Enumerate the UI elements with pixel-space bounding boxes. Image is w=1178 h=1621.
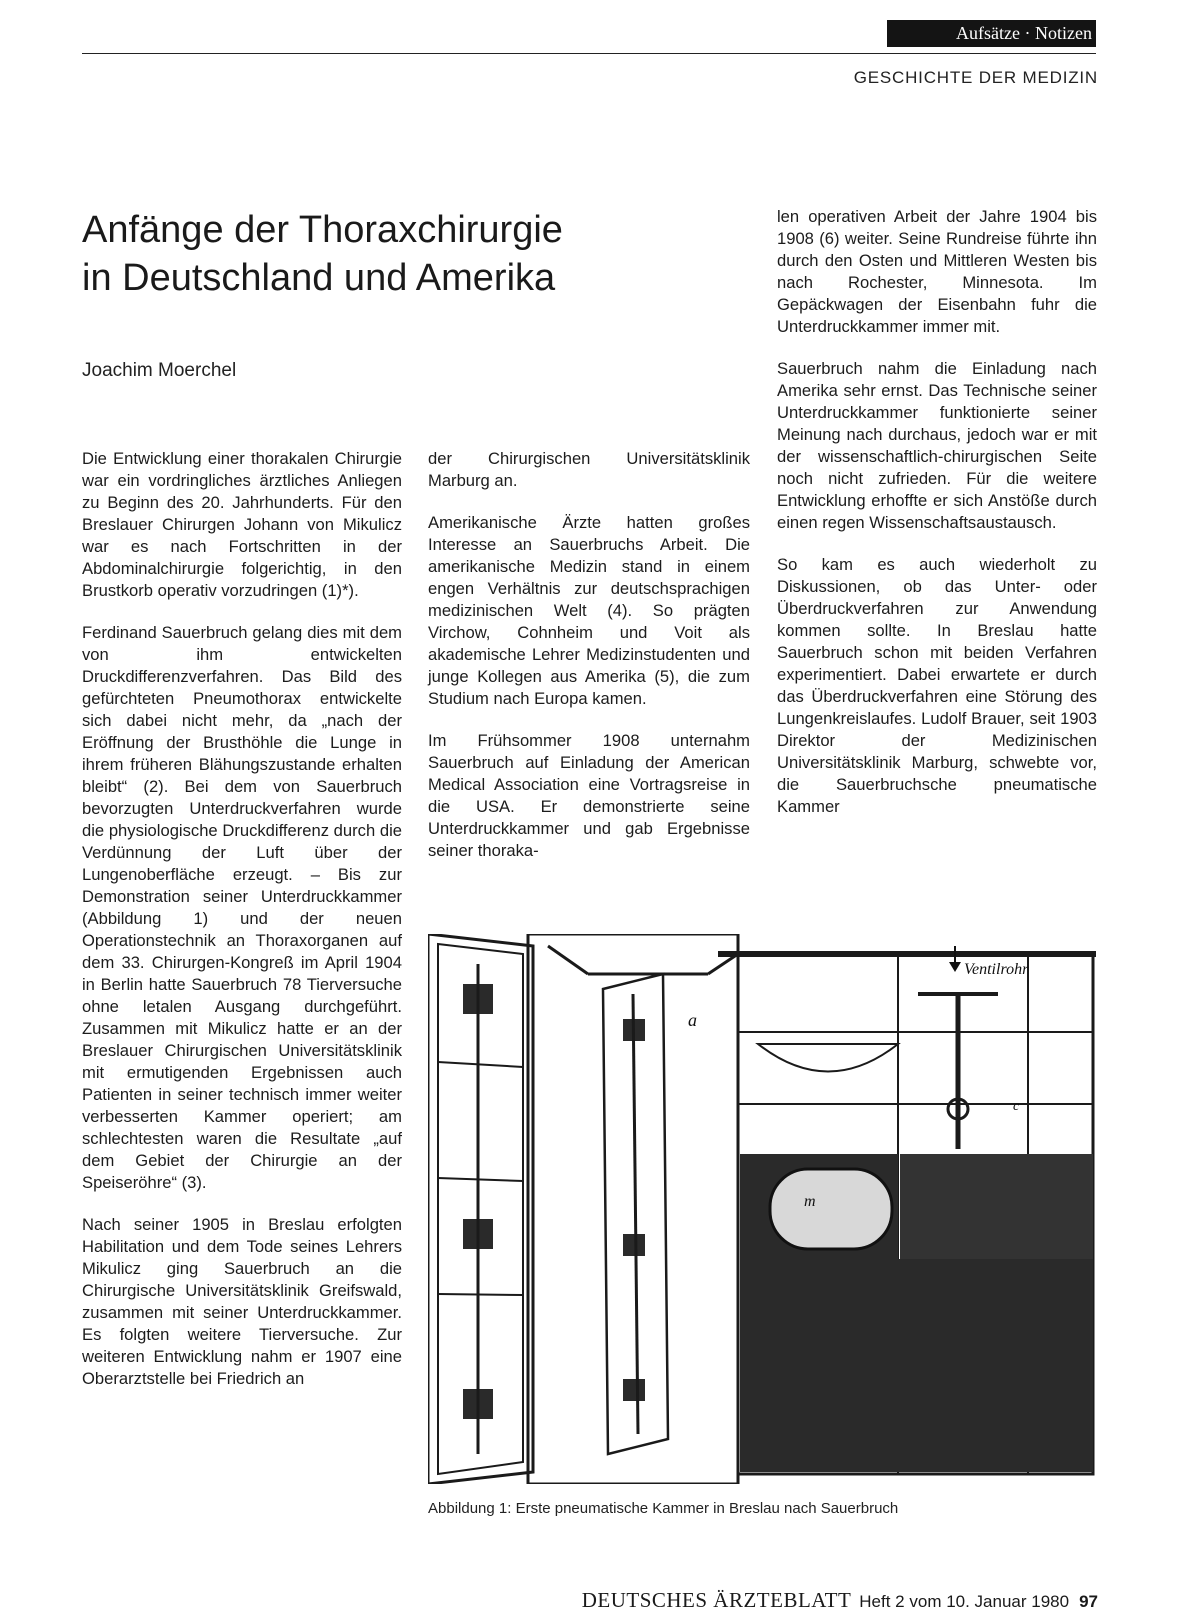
- section-badge: Aufsätze · Notizen: [887, 20, 1096, 47]
- section-heading: GESCHICHTE DER MEDIZIN: [853, 68, 1098, 87]
- figure-caption: Abbildung 1: Erste pneumatische Kammer in Breslau nach Sauerbruch: [428, 1500, 899, 1517]
- issue-info: Heft 2 vom 10. Januar 1980: [859, 1592, 1070, 1611]
- figure-label-m: m: [804, 1193, 816, 1210]
- paragraph: Amerikanische Ärzte hatten großes Interesse an Sauerbruchs Arbeit. Die amerikanische Medizin stand in einem engen Verhältnis zur deutschsprachigen medizinischen Welt (4). So prägten Virchow, Cohnheim und Voit als akademische Lehrer Medizinstudenten und junge Kollegen aus Amerika (5), die zum Studium nach Europa kamen.: [428, 513, 750, 708]
- page-number: 97: [1079, 1592, 1098, 1611]
- text-column-3: [777, 206, 1097, 838]
- paragraph: der Chirurgischen Universitätsklinik Marburg an.: [428, 449, 750, 490]
- page-footer: [582, 1588, 1098, 1613]
- paragraph: Sauerbruch nahm die Einladung nach Amerika sehr ernst. Das Technische seiner Unterdruckkammer funktionierte seiner Meinung nach durchaus, jedoch war er mit der wissenschaftlich-chirurgischen Seite noch nicht zufrieden. Für die weitere Entwicklung erhoffte er sich Anstöße durch einen regen Wissenschaftsaustausch.: [777, 359, 1097, 532]
- title-line-2: in Deutschland und Amerika: [82, 257, 556, 299]
- article-title: [82, 206, 563, 302]
- journal-name: DEUTSCHES ÄRZTEBLATT: [581, 1588, 852, 1612]
- paragraph: Nach seiner 1905 in Breslau erfolgten Habilitation und dem Tode seines Lehrers Mikulicz ging Sauerbruch an die Chirurgische Universitätsklinik Greifswald, zusammen mit seiner Unterdruckkammer. Es folgten weitere Tierversuche. Zur weiteren Entwicklung nahm er 1907 eine Oberarztstelle bei Friedrich an: [82, 1215, 402, 1388]
- text-column-1: [82, 448, 402, 1410]
- pneumatic-chamber-illustration: [428, 934, 1096, 1484]
- paragraph: Die Entwicklung einer thorakalen Chirurgie war ein vordringliches ärztliches Anliegen zu Beginn des 20. Jahrhunderts. Für den Breslauer Chirurgen Johann von Mikulicz war es nach Fortschritten in der Abdominalchirurgie folgerichtig, in den Brustkorb operativ vorzudringen (1)*).: [82, 449, 402, 600]
- paragraph: Ferdinand Sauerbruch gelang dies mit dem von ihm entwickelten Druckdifferenzverfahren. Das Bild des gefürchteten Pneumothorax entwickelte sich dabei nicht mehr, da „nach der Eröffnung der Brusthöhle die Lunge in ihrem früheren Blähungszustande erhalten bleibt“ (2). Bei dem von Sauerbruch bevorzugten Unterdruckverfahren wurde die physiologische Druckdifferenz durch die Verdünnung der Luft über der Lungenoberfläche erzeugt. – Bis zur Demonstration seiner Unterdruckkammer (Abbildung 1) und der neuen Operationstechnik an Thoraxorganen auf dem 33. Chirurgen-Kongreß im April 1904 in Berlin hatte Sauerbruch 78 Tierversuche ohne letalen Ausgang durchgeführt. Zusammen mit Mikulicz hatte er an der Breslauer Chirurgischen Universitätsklinik mit ermutigenden Ergebnissen auch Patienten in seiner technisch immer weiter verbesserten Kammer operiert; am schlechtesten waren die Resultate „auf dem Gebiet der Chirurgie an der Speiseröhre“ (3).: [82, 623, 402, 1192]
- figure-label-a: a: [688, 1010, 697, 1030]
- figure-label-ventilrohr: Ventilrohr: [964, 961, 1029, 978]
- article-author: Joachim Moerchel: [82, 360, 237, 381]
- header-rule: [82, 53, 1096, 54]
- title-line-1: Anfänge der Thoraxchirurgie: [82, 209, 563, 251]
- text-column-2: [428, 448, 750, 882]
- paragraph: So kam es auch wiederholt zu Diskussionen, ob das Unter- oder Überdruckverfahren zur Anwendung kommen sollte. In Breslau hatte Sauerbruch schon mit beiden Verfahren experimentiert. Dabei erwartete er durch das Überdruckverfahren eine Störung des Lungenkreislaufes. Ludolf Brauer, seit 1903 Direktor der Medizinischen Universitätsklinik Marburg, schwebte vor, die Sauerbruchsche pneumatische Kammer: [777, 555, 1097, 816]
- paragraph: Im Frühsommer 1908 unternahm Sauerbruch auf Einladung der American Medical Association eine Vortragsreise in die USA. Er demonstrierte seine Unterdruckkammer und gab Ergebnisse seiner thoraka-: [428, 731, 750, 860]
- paragraph: len operativen Arbeit der Jahre 1904 bis 1908 (6) weiter. Seine Rundreise führte ihn durch den Osten und Mittleren Westen bis nach Rochester, Minnesota. Im Gepäckwagen der Eisenbahn fuhr die Unterdruckkammer immer mit.: [777, 207, 1097, 336]
- figure-label-c: c: [1013, 1099, 1020, 1114]
